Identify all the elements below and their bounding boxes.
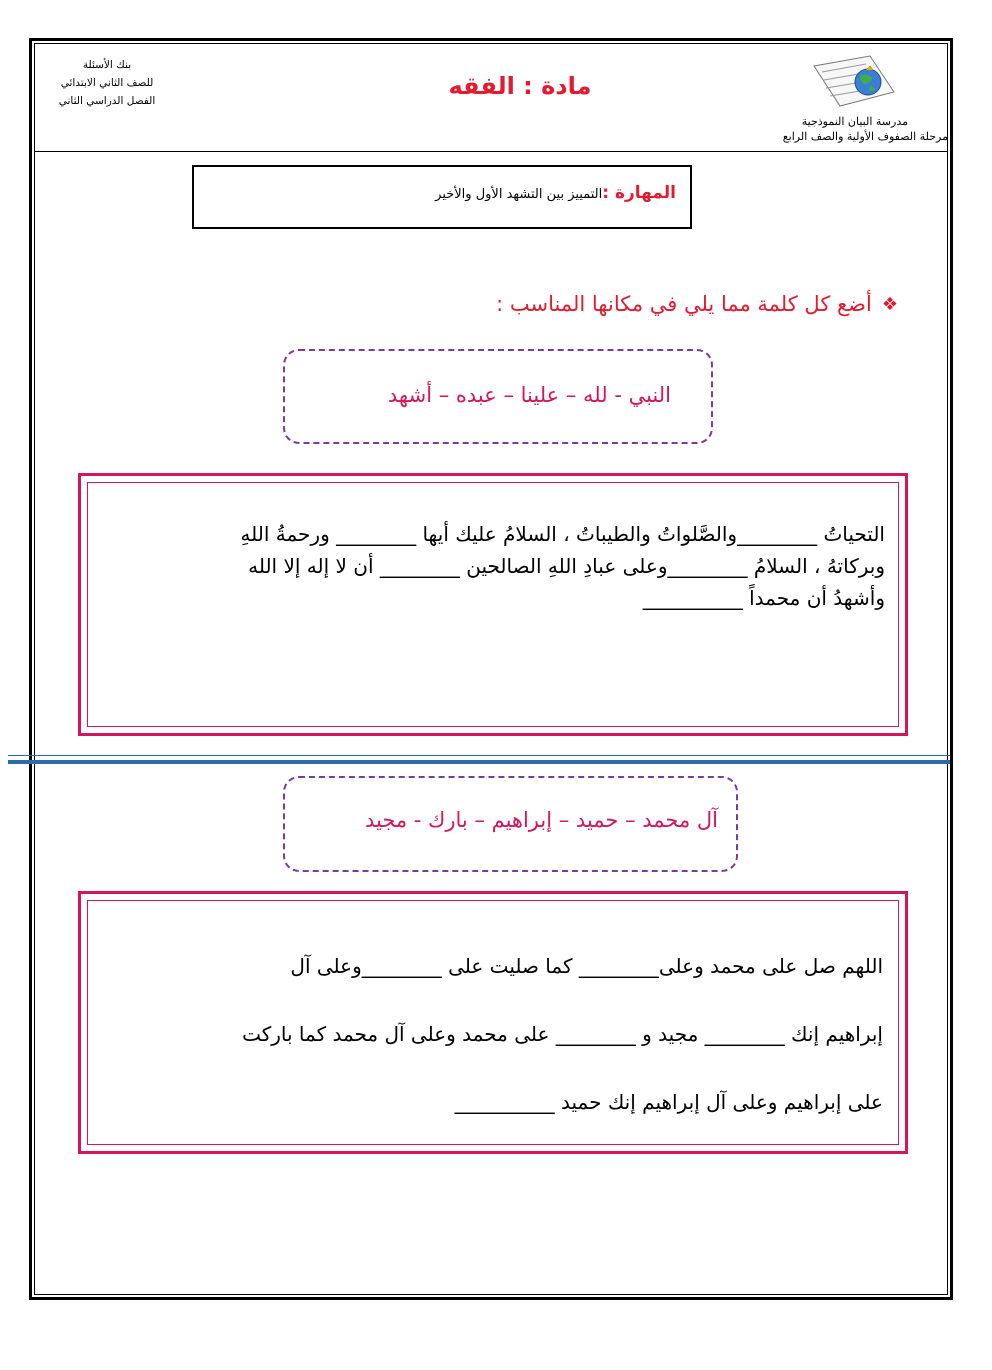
bank-term: الفصل الدراسي الثاني [58, 95, 156, 107]
section-divider-thick [8, 760, 950, 764]
header-divider [34, 151, 948, 152]
exercise-2-line: اللهم صل على محمد وعلى________ كما صليت على ________وعلى آل [290, 954, 883, 978]
school-name: مدرسة البيان النموذجية [801, 115, 908, 128]
exercise-1-line: التحياتُ ________والصَّلواتُ والطيباتُ ، السلامُ عليك أيها ________ ورحمةُ اللهِ [240, 522, 885, 546]
bank-title: بنك الأسئلة [82, 59, 132, 71]
school-stage: مرحلة الصفوف الأولية والصف الرابع [782, 130, 948, 143]
word-bank-2-text: آل محمد – حميد – إبراهيم – بارك - مجيد [364, 808, 718, 832]
exercise-1-line: وأشهدُ أن محمداً __________ [642, 586, 885, 610]
school-logo-icon [810, 52, 896, 110]
exercise-1-line: وبركاتهُ ، السلامُ ________وعلى عبادِ اللهِ الصالحين ________ أن لا إله إلا الله [248, 554, 885, 578]
school-info [782, 114, 948, 144]
word-bank-1-text: النبي - لله – علينا – عبده – أشهد [387, 383, 671, 407]
exercise-1-text [95, 518, 885, 614]
exercise-1-box [78, 473, 908, 736]
skill-label: المهارة : [602, 183, 676, 203]
exercise-2-text [93, 932, 883, 1136]
diamond-bullet-icon: ❖ [881, 293, 898, 315]
word-bank-2 [283, 776, 738, 872]
instruction-text: أضع كل كلمة مما يلي في مكانها المناسب : [496, 292, 872, 316]
exercise-2-line: على إبراهيم وعلى آل إبراهيم إنك حميد __________ [454, 1090, 883, 1114]
skill-text: التمييز بين التشهد الأول والأخير [435, 187, 603, 202]
exercise-2-line: إبراهيم إنك ________ مجيد و ________ على محمد وعلى آل محمد كما باركت [242, 1022, 883, 1046]
exercise-2-box [78, 891, 908, 1154]
word-bank-1 [283, 349, 713, 444]
question-bank-info [48, 56, 166, 110]
section-divider-thin [8, 755, 950, 756]
instruction [496, 292, 898, 316]
skill-box [192, 165, 692, 229]
skill-statement [435, 183, 676, 203]
bank-grade: للصف الثاني الابتدائي [60, 77, 154, 89]
subject-title: مادة : الفقه [448, 72, 592, 100]
